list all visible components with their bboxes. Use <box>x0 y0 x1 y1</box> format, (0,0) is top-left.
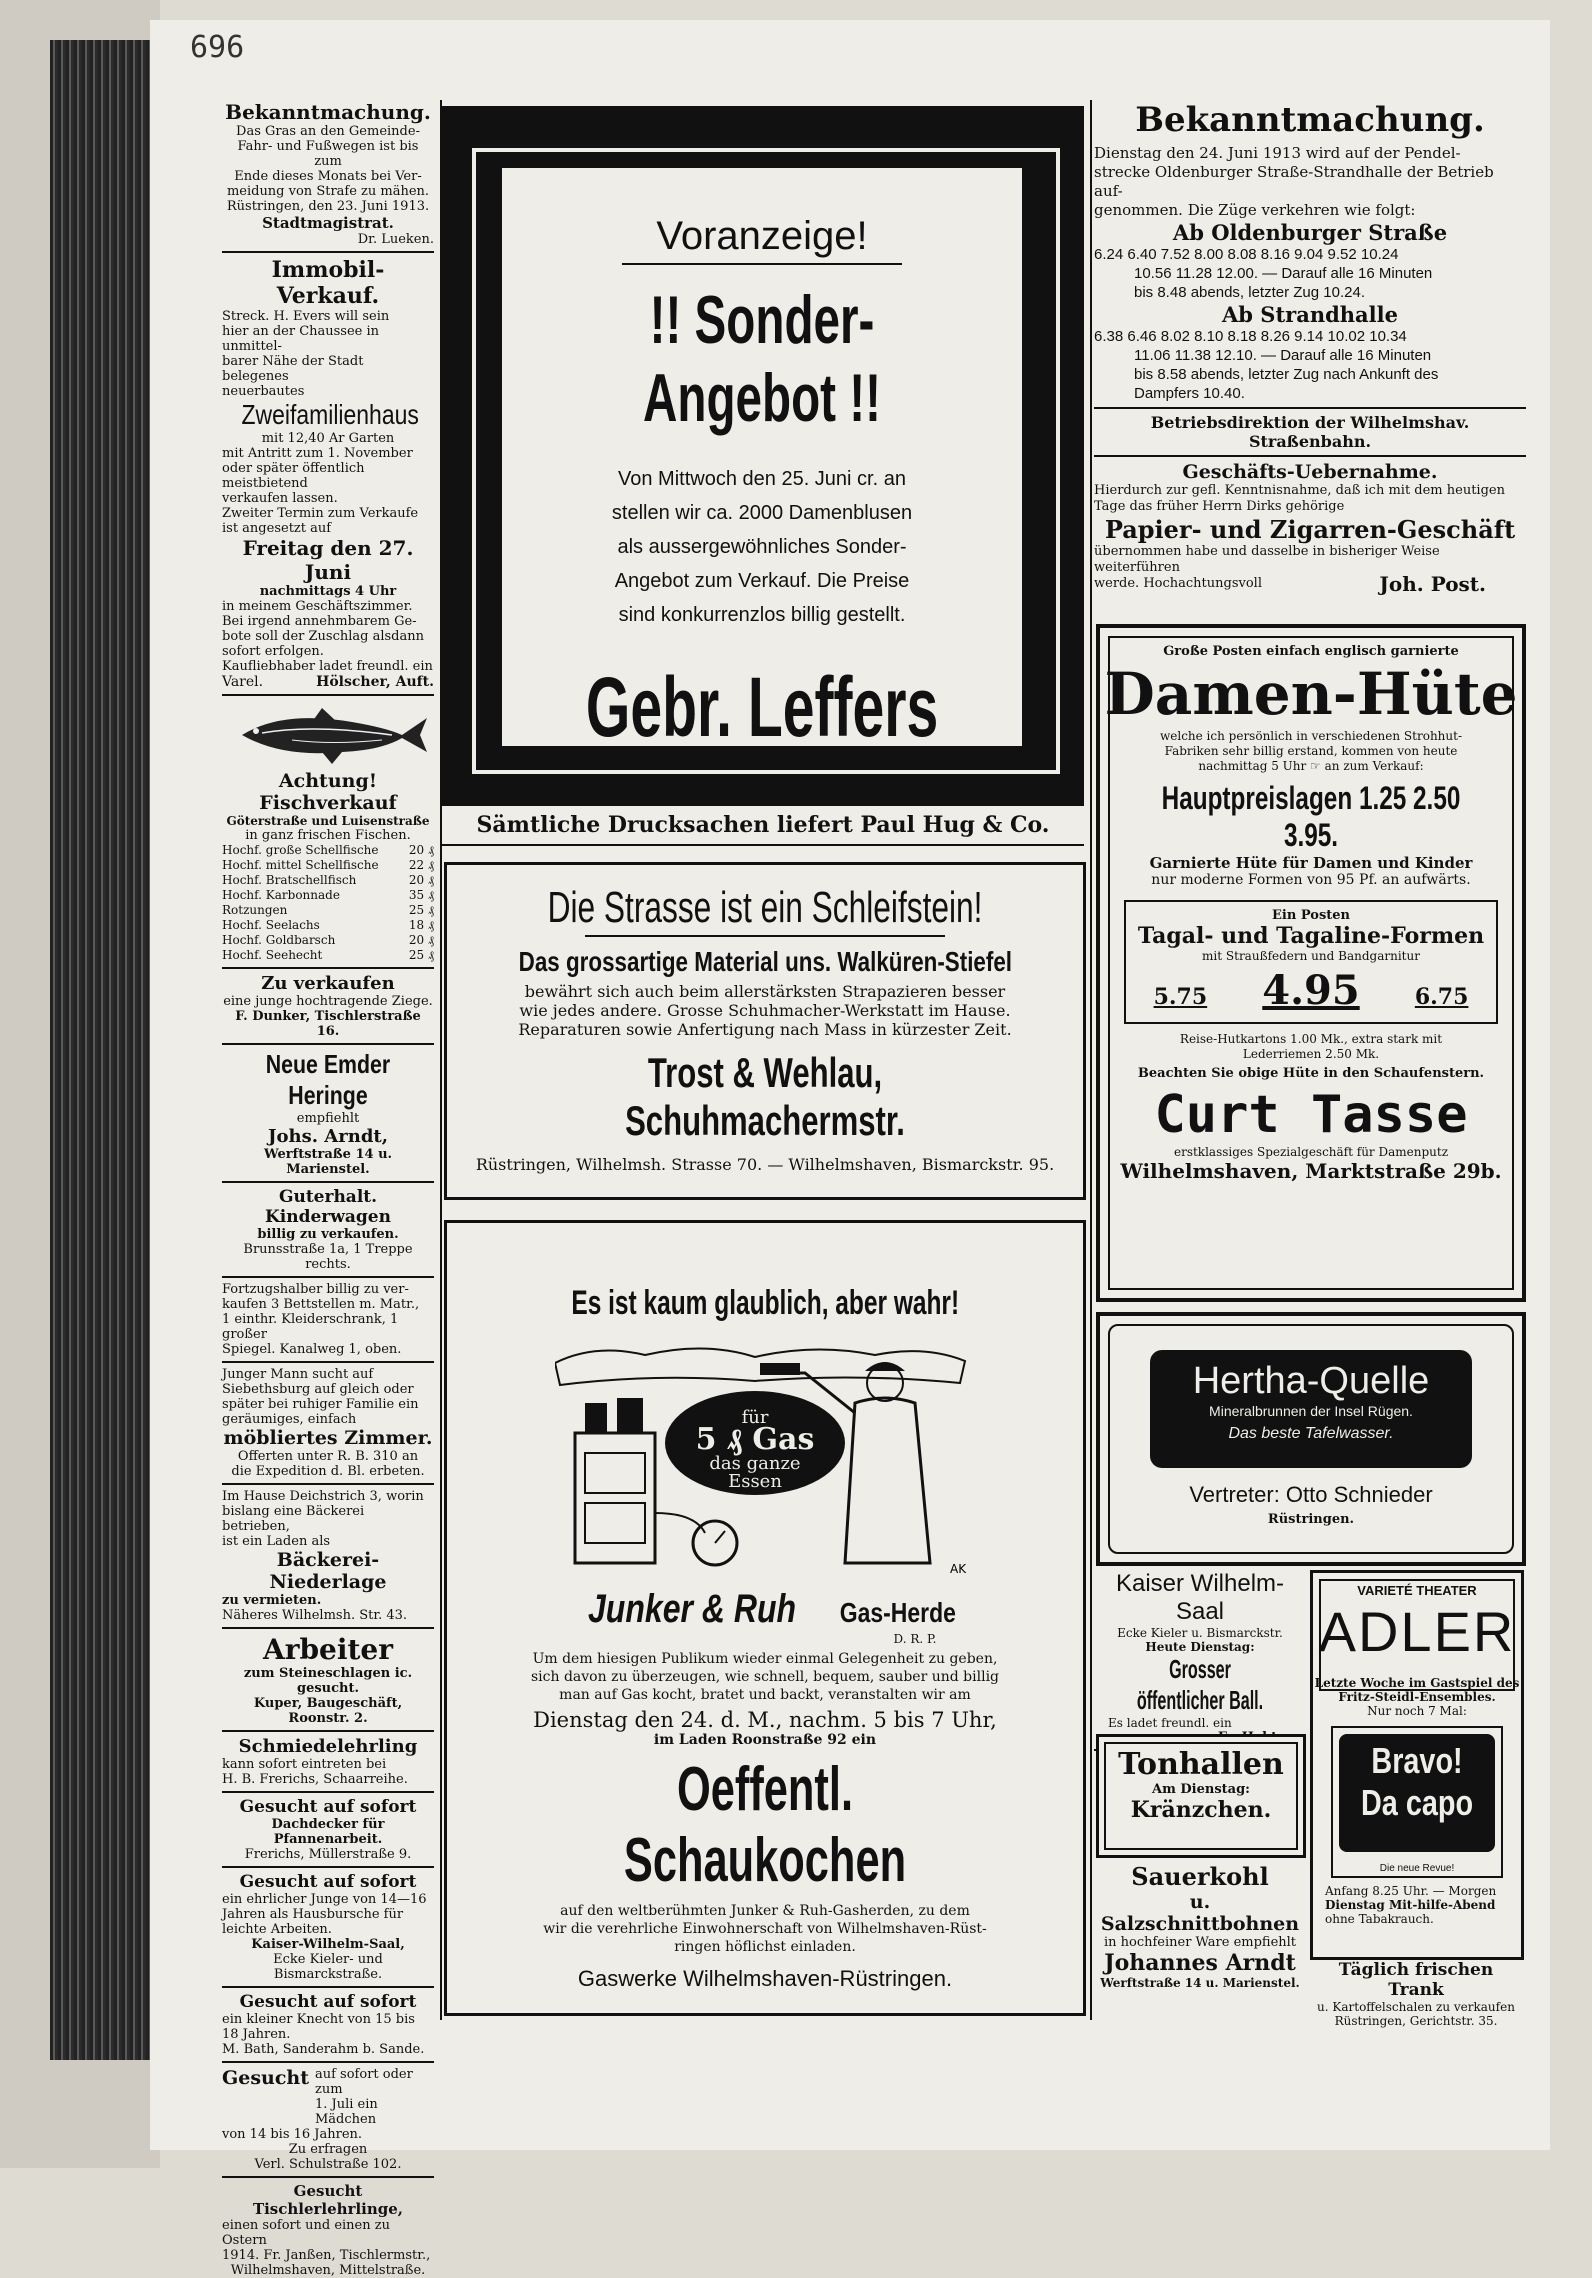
fish-price: 25 ₰ <box>408 903 434 917</box>
left-column <box>222 100 434 2278</box>
junker-brand2: Gas-Herde <box>839 1597 956 1628</box>
dachdecker-line: Dachdecker für Pfannenarbeit. <box>271 1817 385 1847</box>
tonhallen-l2: Kränzchen. <box>1130 1797 1272 1823</box>
tasse-box-pre: Ein Posten <box>1272 908 1350 923</box>
zimmer-line: Junger Mann sucht auf <box>222 1367 374 1382</box>
kaiser-big: Grosser öffentlicher Ball. <box>1136 1654 1264 1715</box>
arbeiter-title: Arbeiter <box>262 1633 393 1666</box>
trost-line: bewährt sich auch beim allerstärksten Strapazieren besser <box>524 982 1006 1001</box>
zv-title: Zu verkaufen <box>261 973 395 994</box>
fish-item: Hochf. mittel Schellfische <box>222 858 379 872</box>
bubble-text-3: das ganze <box>709 1453 801 1474</box>
tonhallen-ad <box>1096 1734 1306 1858</box>
schmied-title: Schmiedelehrling <box>238 1736 418 1757</box>
hausbursche-line: Ecke Kieler- und Bismarckstraße. <box>273 1952 383 1982</box>
baeckerei-big: Bäckerei-Niederlage <box>269 1549 387 1593</box>
knecht-title: Gesucht auf sofort <box>239 1992 417 2012</box>
fish-item: Hochf. Seelachs <box>222 918 320 932</box>
rnotice-times1: bis 8.48 abends, letzter Zug 10.24. <box>1134 284 1365 301</box>
junker-brand: Junker & Ruh <box>587 1587 796 1631</box>
adler-ad <box>1310 1570 1524 1960</box>
rnotice-line: strecke Oldenburger Straße-Strandhalle der Betrieb auf- <box>1094 163 1494 200</box>
junker-ad <box>444 1220 1086 2016</box>
junker-big: Oeffentl. Schaukochen <box>623 1755 907 1895</box>
junker-place: im Laden Roonstraße 92 ein <box>653 1732 877 1748</box>
tasse-l3: nur moderne Formen von 95 Pf. an aufwärts. <box>1151 872 1471 888</box>
post-title: Geschäfts-Uebernahme. <box>1182 461 1438 483</box>
leffers-line: sind konkurrenzlos billig gestellt. <box>618 604 906 626</box>
immobil-line3: sofort erfolgen. <box>222 644 324 659</box>
rnotice-sig: Betriebsdirektion der Wilhelmshav. Straßenbahn. <box>1150 413 1470 451</box>
tasse-prices: Hauptpreislagen 1.25 2.50 3.95. <box>1161 780 1461 853</box>
sauerkohl-addr: Werftstraße 14 u. Marienstel. <box>1100 1976 1300 1990</box>
fish-item: Hochf. Seehecht <box>222 948 323 962</box>
immobil-line2: ist angesetzt auf <box>222 521 332 536</box>
leffers-brand: Gebr. Leffers <box>585 660 939 754</box>
immobil-big: Zweifamilienhaus <box>241 399 419 430</box>
bubble-text-4: Essen <box>728 1471 782 1492</box>
immobil-place: Varel. <box>222 674 264 690</box>
fish-price: 35 ₰ <box>408 888 434 902</box>
rnotice-h2: Ab Strandhalle <box>1222 302 1398 327</box>
trost-line: wie jedes andere. Grosse Schuhmacher-Werkstatt im Hause. <box>519 1001 1011 1020</box>
right-column <box>1094 100 1526 596</box>
tasse-brand: Curt Tasse <box>1154 1085 1468 1145</box>
junker-line2: auf den weltberühmten Junker & Ruh-Gasherden, zu dem <box>560 1903 970 1919</box>
rnotice-title: Bekanntmachung. <box>1135 100 1485 140</box>
fish-price: 22 ₰ <box>408 858 434 872</box>
post-big: Papier- und Zigarren-Geschäft <box>1104 515 1516 544</box>
junker-line: man auf Gas kocht, bratet und backt, veranstalten wir am <box>559 1687 971 1703</box>
hertha-ad <box>1096 1312 1526 1566</box>
baeckerei-line2: zu vermieten. <box>222 1593 322 1608</box>
book-spine <box>50 40 150 2060</box>
immobil-line: hier an der Chaussee in unmittel- <box>222 324 380 354</box>
tasse-headline: Damen-Hüte <box>1104 660 1518 728</box>
zimmer-line: Siebethsburg auf gleich oder <box>222 1382 414 1397</box>
hertha-brand: Hertha-Quelle <box>1192 1360 1430 1402</box>
maedchen-line: 1. Juli ein Mädchen <box>314 2097 378 2127</box>
adler-l3: Nur noch 7 Mal: <box>1367 1704 1467 1718</box>
adler-l2: Fritz-Steidl-Ensembles. <box>1338 1690 1496 1704</box>
dacapo-box <box>1331 1726 1503 1878</box>
fortzug-line: 1 einthr. Kleiderschrank, 1 großer <box>222 1312 399 1342</box>
notice1-line: Das Gras an den Gemeinde- <box>236 124 420 139</box>
sauerkohl-name: Johannes Arndt <box>1104 1950 1296 1976</box>
maedchen-title: Gesucht <box>222 2067 309 2089</box>
trost-addr: Rüstringen, Wilhelmsh. Strasse 70. — Wilhelmshaven, Bismarckstr. 95. <box>475 1155 1055 1174</box>
adler-top: VARIETÉ THEATER <box>1357 1583 1477 1598</box>
junker-line2: wir die verehrliche Einwohnerschaft von Wilhelmshaven-Rüst- <box>543 1921 987 1937</box>
hertha-place: Rüstringen. <box>1267 1512 1355 1527</box>
fortzug-line: Spiegel. Kanalweg 1, oben. <box>222 1342 402 1357</box>
kaiser-l3: Es ladet freundl. ein <box>1108 1716 1232 1730</box>
zimmer-line: später bei ruhiger Familie ein <box>222 1397 419 1412</box>
trost-sub: Das grossartige Material uns. Walküren-Stiefel <box>518 946 1012 977</box>
price-1: 5.75 <box>1153 984 1208 1010</box>
immobil-line3: in meinem Geschäftszimmer. <box>222 599 413 614</box>
knecht-line: M. Bath, Sanderahm b. Sande. <box>222 2042 425 2057</box>
trank-line: Rüstringen, Gerichtstr. 35. <box>1334 2014 1498 2028</box>
adler-l6: ohne Tabakrauch. <box>1325 1912 1434 1926</box>
junker-headline: Es ist kaum glaublich, aber wahr! <box>571 1284 959 1322</box>
tischler-title: Gesucht Tischlerlehrlinge, <box>252 2182 404 2218</box>
hug-line: Sämtliche Drucksachen liefert Paul Hug & Co. <box>442 812 1084 846</box>
immobil-line2: verkaufen lassen. <box>222 491 338 506</box>
zimmer-line2: die Expedition d. Bl. erbeten. <box>231 1464 425 1479</box>
heringe-title: Neue Emder Heringe <box>265 1049 391 1110</box>
heringe-sub: empfiehlt <box>296 1111 360 1126</box>
tasse-l6: Beachten Sie obige Hüte in den Schaufenstern. <box>1137 1066 1485 1081</box>
baeckerei-line: ist ein Laden als <box>222 1534 331 1549</box>
leffers-line: Von Mittwoch den 25. Juni cr. an <box>618 468 906 490</box>
immobil-title: Immobil-Verkauf. <box>271 257 385 309</box>
adler-show3: Die neue Revue! <box>1379 1863 1455 1874</box>
leffers-line: Angebot zum Verkauf. Die Preise <box>614 570 910 592</box>
rnotice-times2: 6.38 6.46 8.02 8.10 8.18 8.26 9.14 10.02 10.34 <box>1094 328 1407 345</box>
junker-line: sich davon zu überzeugen, wie schnell, bequem, sauber und billig <box>530 1669 1000 1685</box>
tasse-line: nachmittag 5 Uhr ☞ an zum Verkauf: <box>1198 759 1424 773</box>
immobil-date: Freitag den 27. Juni <box>242 536 414 584</box>
tasse-line: welche ich persönlich in verschiedenen Strohhut- <box>1159 729 1462 743</box>
post-line2: übernommen habe und dasselbe in bisheriger Weise weiterführen <box>1094 544 1440 575</box>
tasse-addr: Wilhelmshaven, Marktstraße 29b. <box>1120 1159 1502 1183</box>
illustration-signature: AK <box>950 1562 967 1576</box>
sauerkohl-l1: in hochfeiner Ware empfiehlt <box>1103 1935 1297 1950</box>
adler-l4: Anfang 8.25 Uhr. — Morgen <box>1325 1884 1497 1898</box>
knecht-line: 18 Jahren. <box>222 2027 291 2042</box>
price-2: 4.95 <box>1262 967 1360 1014</box>
tasse-l4: Reise-Hutkartons 1.00 Mk., extra stark mit <box>1179 1032 1443 1046</box>
hertha-vertreter: Vertreter: Otto Schnieder <box>1189 1482 1433 1507</box>
fish-title: Achtung! Fischverkauf <box>259 770 397 814</box>
fish-price: 25 ₰ <box>408 948 434 962</box>
trost-brand: Trost & Wehlau, Schuhmachermstr. <box>625 1049 905 1144</box>
rnotice-line: Dienstag den 24. Juni 1913 wird auf der Pendel- <box>1094 144 1461 162</box>
baeckerei-line: Im Hause Deichstrich 3, worin <box>222 1489 424 1504</box>
kaiser-l2: Heute Dienstag: <box>1145 1640 1255 1654</box>
tagal-box <box>1124 900 1498 1024</box>
fish-price: 20 ₰ <box>408 843 434 857</box>
hausbursche-title: Gesucht auf sofort <box>239 1872 417 1892</box>
immobil-line3: bote soll der Zuschlag alsdann <box>222 629 424 644</box>
notice1-signature: Stadtmagistrat. <box>262 214 394 232</box>
arbeiter-line: zum Steineschlagen ic. gesucht. <box>243 1666 413 1696</box>
immobil-line2: mit Antritt zum 1. November <box>222 446 413 461</box>
maedchen-line: Zu erfragen <box>288 2142 368 2157</box>
tonhallen-l1: Am Dienstag: <box>1152 1782 1250 1797</box>
zimmer-big: möbliertes Zimmer. <box>223 1427 433 1449</box>
immobil-line: Streck. H. Evers will sein <box>222 309 390 324</box>
schmied-line: kann sofort eintreten bei <box>222 1757 387 1772</box>
adler-show2: Da capo <box>1360 1782 1474 1823</box>
arbeiter-line: Kuper, Baugeschäft, Roonstr. 2. <box>253 1696 403 1726</box>
immobil-line2: mit 12,40 Ar Garten <box>261 431 395 446</box>
maedchen-line: von 14 bis 16 Jahren. <box>222 2127 363 2142</box>
kaiser-l1: Ecke Kieler u. Bismarckstr. <box>1117 1626 1283 1640</box>
tonhallen-title: Tonhallen <box>1118 1747 1284 1782</box>
tasse-line: Fabriken sehr billig erstand, kommen von heute <box>1164 744 1458 758</box>
leffers-headline: !! Sonder-Angebot !! <box>643 282 881 436</box>
dachdecker-line: Frerichs, Müllerstraße 9. <box>244 1847 412 1862</box>
immobil-time: nachmittags 4 Uhr <box>259 584 397 599</box>
immobil-auct: Hölscher, Auft. <box>316 674 434 690</box>
zimmer-line2: Offerten unter R. B. 310 an <box>237 1449 419 1464</box>
tischler-line: einen sofort und einen zu Ostern <box>222 2218 390 2248</box>
trost-headline: Die Strasse ist ein Schleifstein! <box>547 883 983 932</box>
leffers-pre: Voranzeige! <box>656 214 868 258</box>
adler-l1: Letzte Woche im Gastspiel des <box>1314 1676 1520 1690</box>
junker-footer: Gaswerke Wilhelmshaven-Rüstringen. <box>577 1966 953 1991</box>
adler-l5: Dienstag Mit-hilfe-Abend <box>1325 1898 1496 1912</box>
dachdecker-title: Gesucht auf sofort <box>239 1797 417 1817</box>
fish-sub2: in ganz frischen Fischen. <box>245 828 411 843</box>
fish-icon <box>222 700 434 770</box>
notice1-name: Dr. Lueken. <box>357 232 434 247</box>
bubble-text-2: 5 ₰ Gas <box>695 1422 815 1457</box>
notice1-line: Rüstringen, den 23. Juni 1913. <box>226 199 430 214</box>
sauerkohl-title: Sauerkohl <box>1131 1862 1269 1891</box>
fish-price: 20 ₰ <box>408 933 434 947</box>
leffers-line: als aussergewöhnliches Sonder- <box>617 536 907 558</box>
junker-line: Um dem hiesigen Publikum wieder einmal Gelegenheit zu geben, <box>532 1651 998 1667</box>
knecht-line: ein kleiner Knecht von 15 bis <box>222 2012 415 2027</box>
rnotice-times2: 11.06 11.38 12.10. — Darauf alle 16 Minuten <box>1134 347 1432 364</box>
notice1-line: Fahr- und Fußwegen ist bis zum <box>237 139 419 169</box>
tischler-line: Wilhelmshaven, Mittelstraße. <box>230 2263 426 2278</box>
fish-price: 18 ₰ <box>408 918 434 932</box>
kaiser-ad <box>1094 1570 1306 1755</box>
immobil-line: neuerbautes <box>222 384 305 399</box>
immobil-line: barer Nähe der Stadt belegenes <box>222 354 364 384</box>
trost-ad <box>444 862 1086 1200</box>
post-name: Joh. Post. <box>1379 572 1486 596</box>
notice1-line: meidung von Strafe zu mähen. <box>226 184 430 199</box>
hausbursche-line: leichte Arbeiten. <box>222 1922 332 1937</box>
zv-line: eine junge hochtragende Ziege. <box>223 994 433 1009</box>
fish-price: 20 ₰ <box>408 873 434 887</box>
fish-item: Hochf. Karbonnade <box>222 888 340 902</box>
immobil-line2: Zweiter Termin zum Verkaufe <box>222 506 419 521</box>
adler-brand: ADLER <box>1318 1600 1516 1663</box>
fish-item: Rotzungen <box>222 903 288 917</box>
kw-sub: billig zu verkaufen. <box>257 1227 399 1242</box>
tasse-l7: erstklassiges Spezialgeschäft für Damenputz <box>1173 1145 1449 1159</box>
fish-item: Hochf. große Schellfische <box>222 843 379 857</box>
leffers-line: stellen wir ca. 2000 Damenblusen <box>611 502 913 524</box>
rnotice-times1: 6.24 6.40 7.52 8.00 8.08 8.16 9.04 9.52 10.24 <box>1094 246 1399 263</box>
zv-name: F. Dunker, Tischlerstraße 16. <box>235 1009 421 1039</box>
trank-ad <box>1310 1960 1522 2028</box>
trank-title: Täglich frischen Trank <box>1338 1960 1494 2000</box>
hertha-logo <box>1150 1350 1472 1468</box>
kw-addr: Brunsstraße 1a, 1 Treppe rechts. <box>243 1242 413 1272</box>
hausbursche-line: Kaiser-Wilhelm-Saal, <box>251 1937 405 1952</box>
page-number: 696 <box>190 30 245 65</box>
immobil-line3: Bei irgend annehmbarem Ge- <box>222 614 417 629</box>
immobil-line3: Kaufliebhaber ladet freundl. ein <box>222 659 433 674</box>
fish-item: Hochf. Goldbarsch <box>222 933 336 947</box>
rnotice-times2: Dampfers 10.40. <box>1134 385 1245 402</box>
tasse-box-sub: mit Straußfedern und Bandgarnitur <box>1202 949 1420 963</box>
schmied-line: H. B. Frerichs, Schaarreihe. <box>222 1772 408 1787</box>
immobil-line2: oder später öffentlich meistbietend <box>222 461 365 491</box>
tasse-l2: Garnierte Hüte für Damen und Kinder <box>1149 854 1473 872</box>
rnotice-h1: Ab Oldenburger Straße <box>1172 220 1448 245</box>
tischler-line: 1914. Fr. Janßen, Tischlermstr., <box>222 2248 431 2263</box>
tasse-pre: Große Posten einfach englisch garnierte <box>1163 644 1459 659</box>
junker-date: Dienstag den 24. d. M., nachm. 5 bis 7 Uhr, <box>533 1708 997 1732</box>
bubble-text-1: für <box>741 1407 769 1428</box>
post-line: Hierdurch zur gefl. Kenntnisnahme, daß ich mit dem heutigen <box>1094 483 1505 498</box>
fish-item: Hochf. Bratschellfisch <box>222 873 357 887</box>
maedchen-line: auf sofort oder zum <box>314 2067 413 2097</box>
sauerkohl-title2: u. Salzschnittbohnen <box>1100 1891 1300 1935</box>
leffers-ad <box>442 106 1084 806</box>
sauerkohl-ad <box>1094 1862 1306 1990</box>
maedchen-line: Verl. Schulstraße 102. <box>254 2157 402 2172</box>
post-line2: werde. Hochachtungsvoll <box>1094 576 1262 591</box>
zimmer-line: geräumiges, einfach <box>222 1412 357 1427</box>
hertha-sub: Mineralbrunnen der Insel Rügen. <box>1209 1403 1413 1419</box>
baeckerei-line: bislang eine Bäckerei betrieben, <box>222 1504 365 1534</box>
kw-title: Guterhalt. Kinderwagen <box>265 1187 391 1227</box>
hertha-sub2: Das beste Tafelwasser. <box>1228 1425 1394 1442</box>
hausbursche-line: ein ehrlicher Junge von 14—16 <box>222 1892 427 1907</box>
hausbursche-line: Jahren als Hausbursche für <box>222 1907 404 1922</box>
heringe-addr: Werftstraße 14 u. Marienstel. <box>263 1147 393 1177</box>
notice1-title: Bekanntmachung. <box>225 100 431 124</box>
baeckerei-line2: Näheres Wilhelmsh. Str. 43. <box>222 1608 408 1623</box>
fortzug-line: kaufen 3 Bettstellen m. Matr., <box>222 1297 420 1312</box>
fish-sub: Göterstraße und Luisenstraße <box>226 814 430 828</box>
fortzug-line: Fortzugshalber billig zu ver- <box>222 1282 409 1297</box>
tasse-box-title: Tagal- und Tagaline-Formen <box>1137 923 1485 949</box>
kaiser-title: Kaiser Wilhelm-Saal <box>1115 1570 1285 1625</box>
tasse-ad <box>1096 624 1526 1302</box>
junker-line2: ringen höflichst einladen. <box>674 1939 856 1955</box>
gas-stove-illustration <box>555 1343 975 1583</box>
rnotice-times1: 10.56 11.28 12.00. — Darauf alle 16 Minuten <box>1134 265 1433 282</box>
rnotice-line: genommen. Die Züge verkehren wie folgt: <box>1094 201 1416 219</box>
adler-show1: Bravo! <box>1371 1740 1463 1781</box>
tasse-l5: Lederriemen 2.50 Mk. <box>1242 1047 1380 1061</box>
junker-brand3: D. R. P. <box>893 1632 937 1646</box>
trost-line: Reparaturen sowie Anfertigung nach Mass in kürzester Zeit. <box>518 1020 1012 1039</box>
post-line: Tage das früher Herrn Dirks gehörige <box>1094 499 1345 514</box>
heringe-name: Johs. Arndt, <box>268 1126 388 1147</box>
trank-line: u. Kartoffelschalen zu verkaufen <box>1317 2000 1515 2014</box>
price-3: 6.75 <box>1414 984 1469 1010</box>
notice1-line: Ende dieses Monats bei Ver- <box>234 169 422 184</box>
rnotice-times2: bis 8.58 abends, letzter Zug nach Ankunft des <box>1134 366 1439 383</box>
